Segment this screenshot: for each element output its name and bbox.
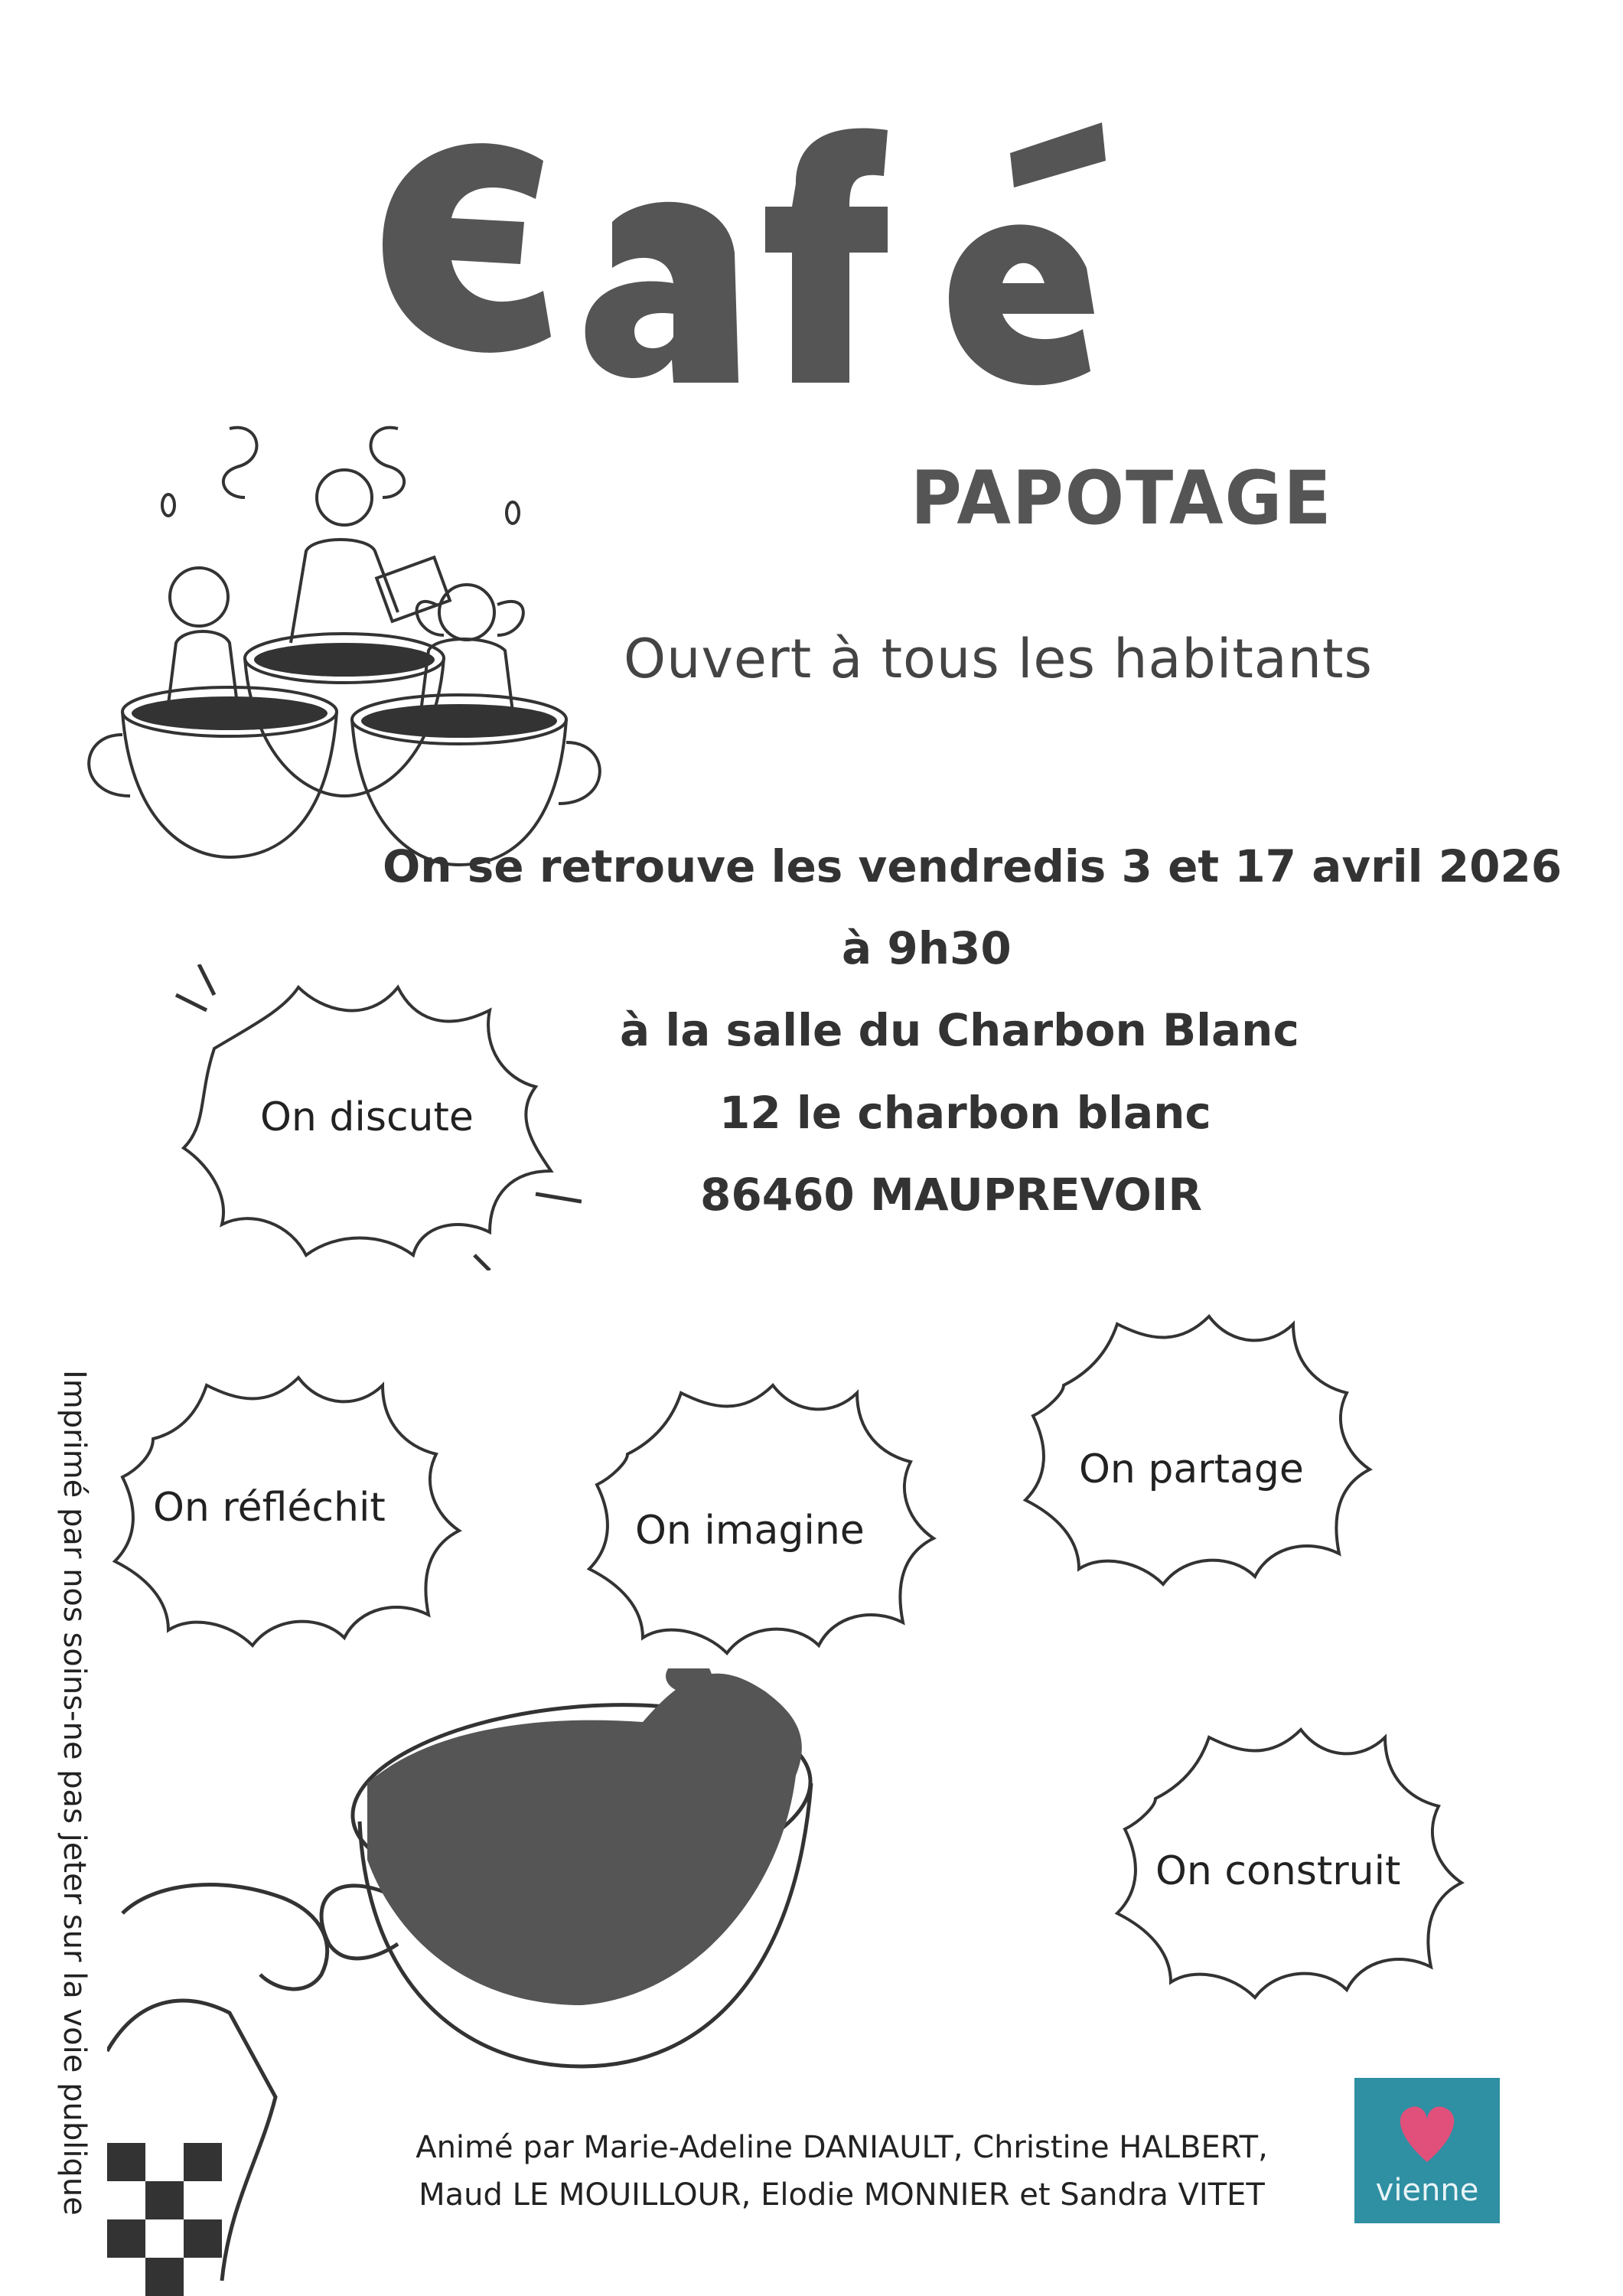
info-city: 86460 MAUPREVOIR [700, 1169, 1203, 1221]
info-venue: à la salle du Charbon Blanc [620, 1004, 1299, 1056]
credits-line-1: Animé par Marie-Adeline DANIAULT, Christine HALBERT, [416, 2130, 1268, 2165]
side-note [52, 1370, 98, 2288]
credits [337, 2124, 1347, 2219]
people-in-cups-illustration [77, 413, 612, 888]
vienne-logo-text: vienne [1375, 2173, 1479, 2208]
info-date: On se retrouve les vendredis 3 et 17 avril 2026 [383, 840, 1563, 892]
bubble-label-imagine: On imagine [635, 1508, 865, 1554]
bubble-label-partage: On partage [1079, 1446, 1304, 1492]
credits-line-2: Maud LE MOUILLOUR, Elodie MONNIER et Sandra VITET [419, 2177, 1265, 2213]
subtitle: PAPOTAGE [911, 455, 1333, 541]
side-note-text: Imprimé par nos soins-ne pas jeter sur la voie publique [57, 1370, 92, 2216]
bubble-partage [1018, 1301, 1385, 1607]
bubble-label-construit: On construit [1155, 1848, 1401, 1894]
bubble-imagine [582, 1370, 949, 1676]
bubble-discute [168, 964, 582, 1270]
bubble-label-discute: On discute [260, 1094, 474, 1140]
bubble-reflechit [107, 1362, 474, 1668]
vienne-logo [1354, 2078, 1500, 2223]
bubble-construit [1110, 1714, 1477, 2020]
bubble-label-reflechit: On réfléchit [153, 1485, 386, 1531]
cafe-title [367, 107, 1240, 398]
info-time: à 9h30 [842, 922, 1012, 974]
info-street: 12 le charbon blanc [719, 1087, 1211, 1139]
tagline: Ouvert à tous les habitants [624, 628, 1373, 690]
